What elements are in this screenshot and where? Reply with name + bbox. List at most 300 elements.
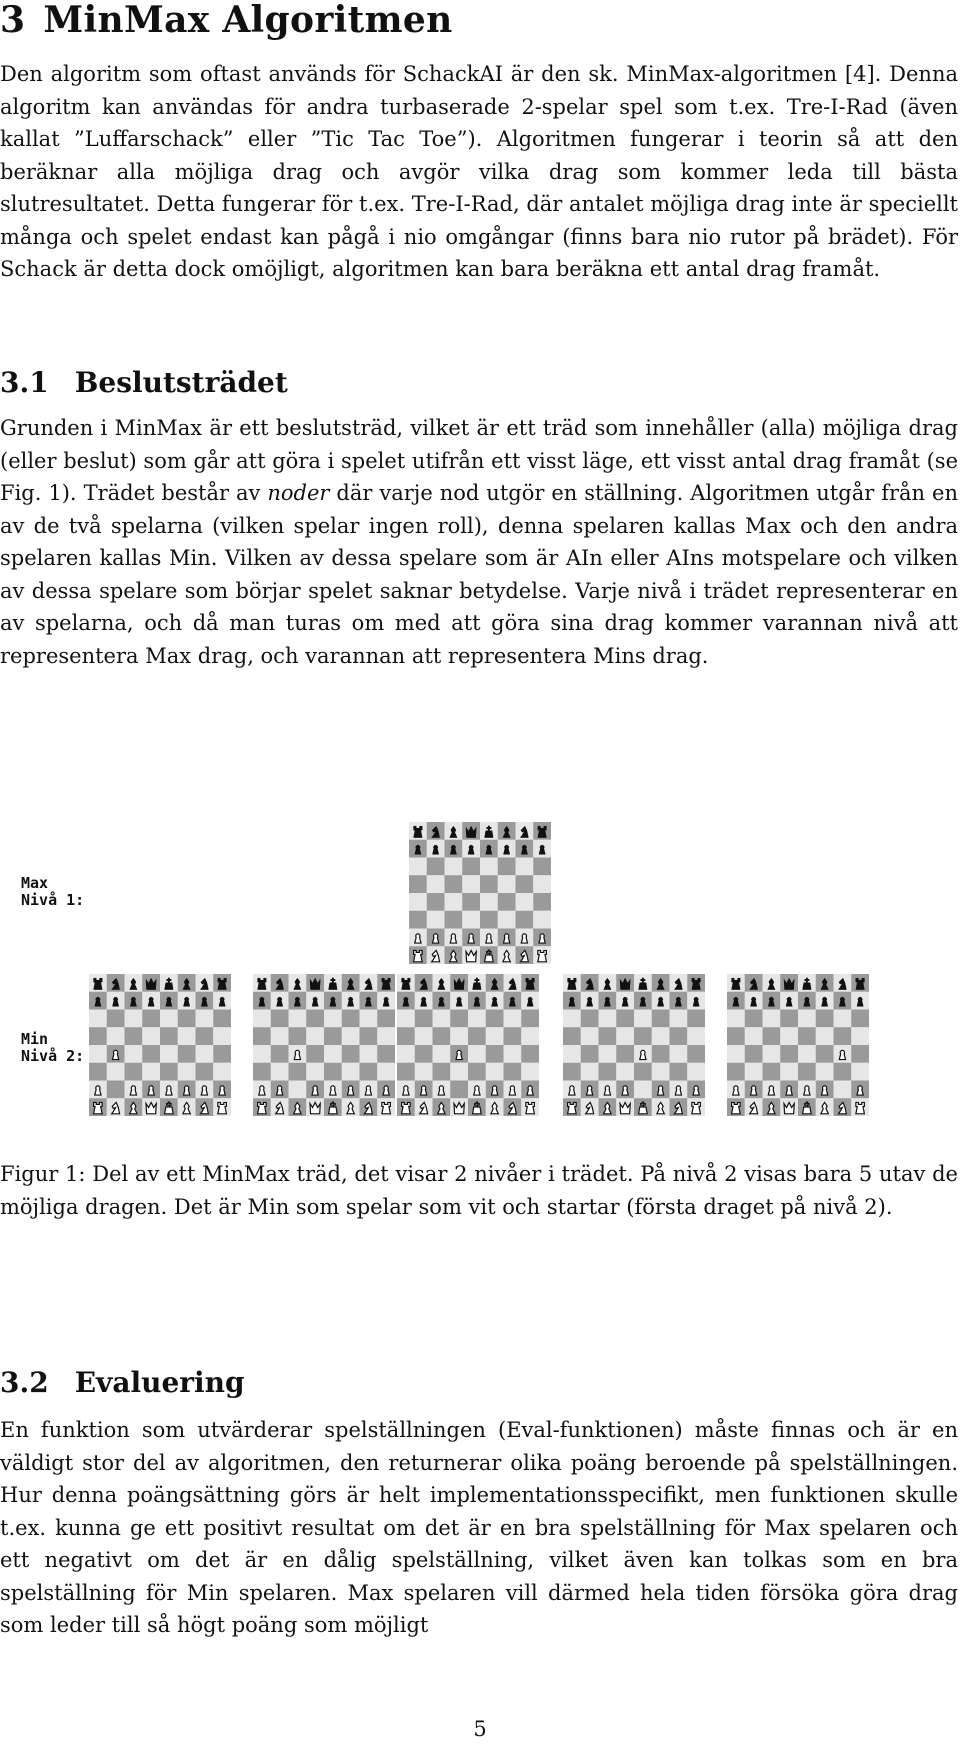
page-number: 5 [473, 1717, 487, 1741]
board-square [498, 893, 516, 911]
subsection-number-1: 3.1 [0, 366, 49, 399]
board-square [306, 1045, 324, 1063]
board-square [306, 1010, 324, 1028]
board-square [445, 911, 463, 929]
board-square [445, 875, 463, 893]
board-square [687, 1063, 705, 1081]
board-square [342, 1063, 360, 1081]
chess-board-move-2 [253, 974, 395, 1116]
board-square [427, 893, 445, 911]
chess-board-move-5 [727, 974, 869, 1116]
board-square [599, 1010, 617, 1028]
board-square [125, 1045, 143, 1063]
subsection-title-1: Beslutsträdet [74, 366, 288, 399]
board-square [462, 911, 480, 929]
board-square [89, 1010, 107, 1028]
white-pawn-piece [421, 1086, 427, 1095]
board-square [271, 1045, 289, 1063]
black-pawn-piece [527, 997, 533, 1006]
board-square [397, 1027, 415, 1045]
board-square [504, 1045, 522, 1063]
board-square [533, 875, 551, 893]
board-square [780, 1063, 798, 1081]
white-pawn-piece [527, 1086, 533, 1095]
board-square [433, 1063, 451, 1081]
white-rook-piece [526, 1102, 535, 1113]
level-1-label [21, 875, 84, 909]
subsection-heading-1 [0, 366, 288, 400]
board-square [468, 1045, 486, 1063]
board-square [498, 911, 516, 929]
board-square [851, 1063, 869, 1081]
board-square [433, 1045, 451, 1063]
board-square [142, 1045, 160, 1063]
chess-board-move-3 [397, 974, 539, 1116]
black-pawn-piece [259, 997, 265, 1006]
board-square [727, 1010, 745, 1028]
level-2-number: Nivå 2: [21, 1047, 85, 1065]
white-rook-piece [382, 1102, 391, 1113]
board-square [634, 1027, 652, 1045]
board-square [780, 1027, 798, 1045]
black-pawn-piece [474, 997, 480, 1006]
black-pawn-piece [658, 997, 664, 1006]
white-pawn-piece [822, 1086, 828, 1095]
section-number: 3 [0, 0, 26, 41]
black-pawn-piece [277, 997, 283, 1006]
black-pawn-piece [365, 997, 371, 1006]
black-pawn-piece [693, 997, 699, 1006]
black-pawn-piece [113, 997, 119, 1006]
white-pawn-piece [415, 934, 421, 943]
board-square [480, 875, 498, 893]
board-square [834, 1010, 852, 1028]
white-pawn-piece [521, 934, 527, 943]
board-square [670, 1063, 688, 1081]
board-square [360, 1063, 378, 1081]
board-square [360, 1045, 378, 1063]
white-rook-piece [538, 950, 547, 961]
board-square [687, 1027, 705, 1045]
white-pawn-piece [504, 934, 510, 943]
white-pawn-piece [259, 1086, 265, 1095]
board-square [498, 858, 516, 876]
white-pawn-piece [95, 1086, 101, 1095]
board-square [652, 1027, 670, 1045]
board-square [213, 1010, 231, 1028]
black-pawn-piece [733, 997, 739, 1006]
board-square [763, 1027, 781, 1045]
board-square [533, 858, 551, 876]
black-pawn-piece [857, 997, 863, 1006]
black-pawn-piece [433, 845, 439, 854]
board-square [107, 1027, 125, 1045]
board-square [427, 875, 445, 893]
board-square [160, 1027, 178, 1045]
board-square [480, 893, 498, 911]
board-square [450, 1081, 468, 1099]
chess-board-svg [727, 974, 869, 1116]
black-pawn-piece [383, 997, 389, 1006]
board-square [834, 1081, 852, 1099]
intro-paragraph: Den algoritm som oftast används för SchackAI är den sk. MinMax-algoritmen [4]. Denna algoritm kan användas för andra turbaserade 2-spelar spel som t.ex. Tre-I-Rad (även kallat ”Luffarschack” eller ”Tic Tac Toe”). Algoritmen fungerar i teorin så att den beräknar alla möjliga drag och avgör vilka drag som kommer leda till bästa slutresultatet. Detta fungerar för t.ex. Tre-I-Rad, där antalet möjliga drag inte är speciellt många och spelet endast kan pågå i nio omgångar (finns bara nio rutor på brädet). För Schack är detta dock omöjligt, algoritmen kan bara beräkna ett antal drag framåt. [0, 62, 958, 281]
chess-board-svg [397, 974, 539, 1116]
black-pawn-piece [403, 997, 409, 1006]
board-square [415, 1027, 433, 1045]
board-square [616, 1045, 634, 1063]
board-square [450, 1063, 468, 1081]
black-pawn-piece [219, 997, 225, 1006]
board-square [486, 1027, 504, 1045]
board-square [504, 1010, 522, 1028]
white-pawn-piece [456, 1050, 462, 1059]
board-square [727, 1045, 745, 1063]
board-square [196, 1010, 214, 1028]
board-square [213, 1027, 231, 1045]
board-square [581, 1045, 599, 1063]
level-2-player: Min [21, 1030, 49, 1048]
board-square [780, 1045, 798, 1063]
board-square [480, 911, 498, 929]
level-2-label [21, 1031, 84, 1065]
black-pawn-piece [604, 997, 610, 1006]
board-square [213, 1063, 231, 1081]
board-square [178, 1045, 196, 1063]
white-pawn-piece [219, 1086, 225, 1095]
board-square [107, 1063, 125, 1081]
decision-tree-text-a: Grunden i MinMax är ett beslutsträd, vilket är ett träd som innehåller (alla) möjliga drag (eller beslut) som går att göra i spelet utifrån ett visst läge, ett visst antal drag framåt (se Fig. 1). Trädet består av [0, 416, 958, 505]
board-square [581, 1063, 599, 1081]
board-square [616, 1010, 634, 1028]
board-square [125, 1063, 143, 1081]
white-rook-piece [414, 950, 423, 961]
board-square [745, 1010, 763, 1028]
black-pawn-piece [768, 997, 774, 1006]
board-square [486, 1063, 504, 1081]
white-pawn-piece [857, 1086, 863, 1095]
white-pawn-piece [312, 1086, 318, 1095]
board-square [745, 1027, 763, 1045]
section-heading [0, 0, 453, 40]
black-pawn-piece [587, 997, 593, 1006]
board-square [196, 1027, 214, 1045]
board-square [160, 1063, 178, 1081]
board-square [687, 1010, 705, 1028]
white-pawn-piece [587, 1086, 593, 1095]
board-square [727, 1063, 745, 1081]
white-pawn-piece [468, 934, 474, 943]
board-square [415, 1045, 433, 1063]
white-rook-piece [402, 1102, 411, 1113]
black-pawn-piece [509, 997, 515, 1006]
white-pawn-piece [433, 934, 439, 943]
black-pawn-piece [539, 845, 545, 854]
white-pawn-piece [569, 1086, 575, 1095]
chess-board-svg [89, 974, 231, 1116]
board-square [125, 1010, 143, 1028]
board-square [563, 1063, 581, 1081]
subsection-number-2: 3.2 [0, 1366, 49, 1399]
board-square [486, 1010, 504, 1028]
board-square [306, 1063, 324, 1081]
board-square [160, 1010, 178, 1028]
board-square [178, 1027, 196, 1045]
board-square [433, 1010, 451, 1028]
board-square [745, 1045, 763, 1063]
board-square [342, 1010, 360, 1028]
black-pawn-piece [312, 997, 318, 1006]
black-pawn-piece [130, 997, 136, 1006]
board-square [462, 858, 480, 876]
decision-tree-paragraph [0, 412, 958, 672]
board-square [763, 1063, 781, 1081]
board-square [581, 1027, 599, 1045]
white-pawn-piece [474, 1086, 480, 1095]
black-pawn-piece [330, 997, 336, 1006]
board-square [324, 1045, 342, 1063]
board-square [468, 1010, 486, 1028]
board-square [763, 1045, 781, 1063]
board-square [521, 1010, 539, 1028]
black-pawn-piece [348, 997, 354, 1006]
white-pawn-piece [365, 1086, 371, 1095]
black-pawn-piece [569, 997, 575, 1006]
board-square [409, 911, 427, 929]
chess-board-root [409, 822, 551, 964]
board-square [798, 1063, 816, 1081]
board-square [670, 1027, 688, 1045]
board-square [196, 1063, 214, 1081]
white-rook-piece [568, 1102, 577, 1113]
board-square [142, 1010, 160, 1028]
black-pawn-piece [504, 845, 510, 854]
board-square [521, 1045, 539, 1063]
board-square [409, 875, 427, 893]
white-rook-piece [856, 1102, 865, 1113]
board-square [498, 875, 516, 893]
board-square [397, 1045, 415, 1063]
board-square [516, 893, 534, 911]
board-square [851, 1010, 869, 1028]
board-square [599, 1027, 617, 1045]
black-pawn-piece [456, 997, 462, 1006]
board-square [816, 1063, 834, 1081]
white-pawn-piece [804, 1086, 810, 1095]
black-pawn-piece [184, 997, 190, 1006]
board-square [107, 1081, 125, 1099]
white-pawn-piece [539, 934, 545, 943]
board-square [397, 1063, 415, 1081]
board-square [687, 1045, 705, 1063]
board-square [253, 1063, 271, 1081]
board-square [652, 1063, 670, 1081]
board-square [563, 1010, 581, 1028]
board-square [433, 1027, 451, 1045]
board-square [377, 1063, 395, 1081]
board-square [468, 1063, 486, 1081]
board-square [196, 1045, 214, 1063]
black-pawn-piece [675, 997, 681, 1006]
board-square [851, 1027, 869, 1045]
white-pawn-piece [277, 1086, 283, 1095]
board-square [851, 1045, 869, 1063]
board-square [397, 1010, 415, 1028]
white-pawn-piece [383, 1086, 389, 1095]
subsection-title-2: Evaluering [74, 1366, 245, 1399]
white-pawn-piece [486, 934, 492, 943]
white-pawn-piece [403, 1086, 409, 1095]
subsection-heading-2 [0, 1366, 245, 1400]
board-square [521, 1063, 539, 1081]
black-pawn-piece [622, 997, 628, 1006]
black-pawn-piece [415, 845, 421, 854]
white-pawn-piece [768, 1086, 774, 1095]
board-square [533, 911, 551, 929]
white-pawn-piece [201, 1086, 207, 1095]
board-square [480, 858, 498, 876]
board-square [427, 911, 445, 929]
black-pawn-piece [822, 997, 828, 1006]
board-square [377, 1010, 395, 1028]
board-square [670, 1010, 688, 1028]
white-pawn-piece [166, 1086, 172, 1095]
chess-board-svg [563, 974, 705, 1116]
black-pawn-piece [786, 997, 792, 1006]
chess-board-move-4 [563, 974, 705, 1116]
board-square [798, 1027, 816, 1045]
board-square [634, 1063, 652, 1081]
board-square [271, 1063, 289, 1081]
black-pawn-piece [468, 845, 474, 854]
white-pawn-piece [450, 934, 456, 943]
board-square [253, 1027, 271, 1045]
white-rook-piece [258, 1102, 267, 1113]
black-pawn-piece [486, 845, 492, 854]
level-1-player: Max [21, 874, 49, 892]
board-square [360, 1027, 378, 1045]
white-pawn-piece [839, 1050, 845, 1059]
board-square [599, 1063, 617, 1081]
black-pawn-piece [492, 997, 498, 1006]
board-square [289, 1081, 307, 1099]
board-square [89, 1045, 107, 1063]
board-square [178, 1010, 196, 1028]
white-pawn-piece [348, 1086, 354, 1095]
black-pawn-piece [438, 997, 444, 1006]
board-square [409, 858, 427, 876]
board-square [563, 1027, 581, 1045]
board-square [445, 858, 463, 876]
board-square [415, 1063, 433, 1081]
board-square [486, 1045, 504, 1063]
black-pawn-piece [166, 997, 172, 1006]
board-square [445, 893, 463, 911]
minmax-tree-figure [0, 816, 960, 1126]
white-rook-piece [218, 1102, 227, 1113]
board-square [516, 911, 534, 929]
black-pawn-piece [294, 997, 300, 1006]
board-square [107, 1010, 125, 1028]
white-pawn-piece [438, 1086, 444, 1095]
black-pawn-piece [148, 997, 154, 1006]
white-rook-piece [732, 1102, 741, 1113]
emphasis-noder: noder [267, 481, 330, 505]
white-pawn-piece [658, 1086, 664, 1095]
board-square [450, 1010, 468, 1028]
white-pawn-piece [113, 1050, 119, 1059]
white-pawn-piece [330, 1086, 336, 1095]
board-square [324, 1063, 342, 1081]
board-square [427, 858, 445, 876]
white-pawn-piece [622, 1086, 628, 1095]
board-square [324, 1027, 342, 1045]
board-square [504, 1027, 522, 1045]
board-square [125, 1027, 143, 1045]
board-square [521, 1027, 539, 1045]
board-square [468, 1027, 486, 1045]
white-pawn-piece [604, 1086, 610, 1095]
board-square [462, 875, 480, 893]
white-pawn-piece [693, 1086, 699, 1095]
section-title: MinMax Algoritmen [43, 0, 453, 41]
board-square [178, 1063, 196, 1081]
black-pawn-piece [839, 997, 845, 1006]
white-pawn-piece [492, 1086, 498, 1095]
white-pawn-piece [786, 1086, 792, 1095]
board-square [616, 1027, 634, 1045]
board-square [780, 1010, 798, 1028]
board-square [745, 1063, 763, 1081]
board-square [798, 1045, 816, 1063]
board-square [652, 1045, 670, 1063]
board-square [563, 1045, 581, 1063]
board-square [324, 1010, 342, 1028]
board-square [727, 1027, 745, 1045]
chess-board-move-1 [89, 974, 231, 1116]
board-square [652, 1010, 670, 1028]
decision-tree-text-b: där varje nod utgör en ställning. Algoritmen utgår från en av de två spelarna (vilken spelar ingen roll), denna spelaren kallas Max och den andra spelaren kallas Min. Vilken av dessa spelare som är AIn eller AIns motspelare och vilken av dessa spelare som börjar spelet saknar betydelse. Varje nivå i trädet representerar en av spelarna, och då man turas om med att göra sina drag kommer varannan nivå att representera Max drag, och varannan att representera Mins drag. [0, 481, 958, 668]
white-pawn-piece [509, 1086, 515, 1095]
board-square [409, 893, 427, 911]
black-pawn-piece [421, 997, 427, 1006]
board-square [834, 1027, 852, 1045]
white-pawn-piece [294, 1050, 300, 1059]
board-square [271, 1010, 289, 1028]
board-square [89, 1027, 107, 1045]
board-square [504, 1063, 522, 1081]
board-square [581, 1010, 599, 1028]
white-pawn-piece [184, 1086, 190, 1095]
white-pawn-piece [675, 1086, 681, 1095]
board-square [142, 1027, 160, 1045]
board-square [798, 1010, 816, 1028]
chess-board-svg [409, 822, 551, 964]
board-square [271, 1027, 289, 1045]
black-pawn-piece [95, 997, 101, 1006]
board-square [415, 1010, 433, 1028]
board-square [763, 1010, 781, 1028]
board-square [516, 875, 534, 893]
board-square [289, 1010, 307, 1028]
board-square [213, 1045, 231, 1063]
board-square [634, 1010, 652, 1028]
white-pawn-piece [751, 1086, 757, 1095]
board-square [634, 1081, 652, 1099]
board-square [360, 1010, 378, 1028]
board-square [816, 1027, 834, 1045]
black-pawn-piece [640, 997, 646, 1006]
white-pawn-piece [148, 1086, 154, 1095]
